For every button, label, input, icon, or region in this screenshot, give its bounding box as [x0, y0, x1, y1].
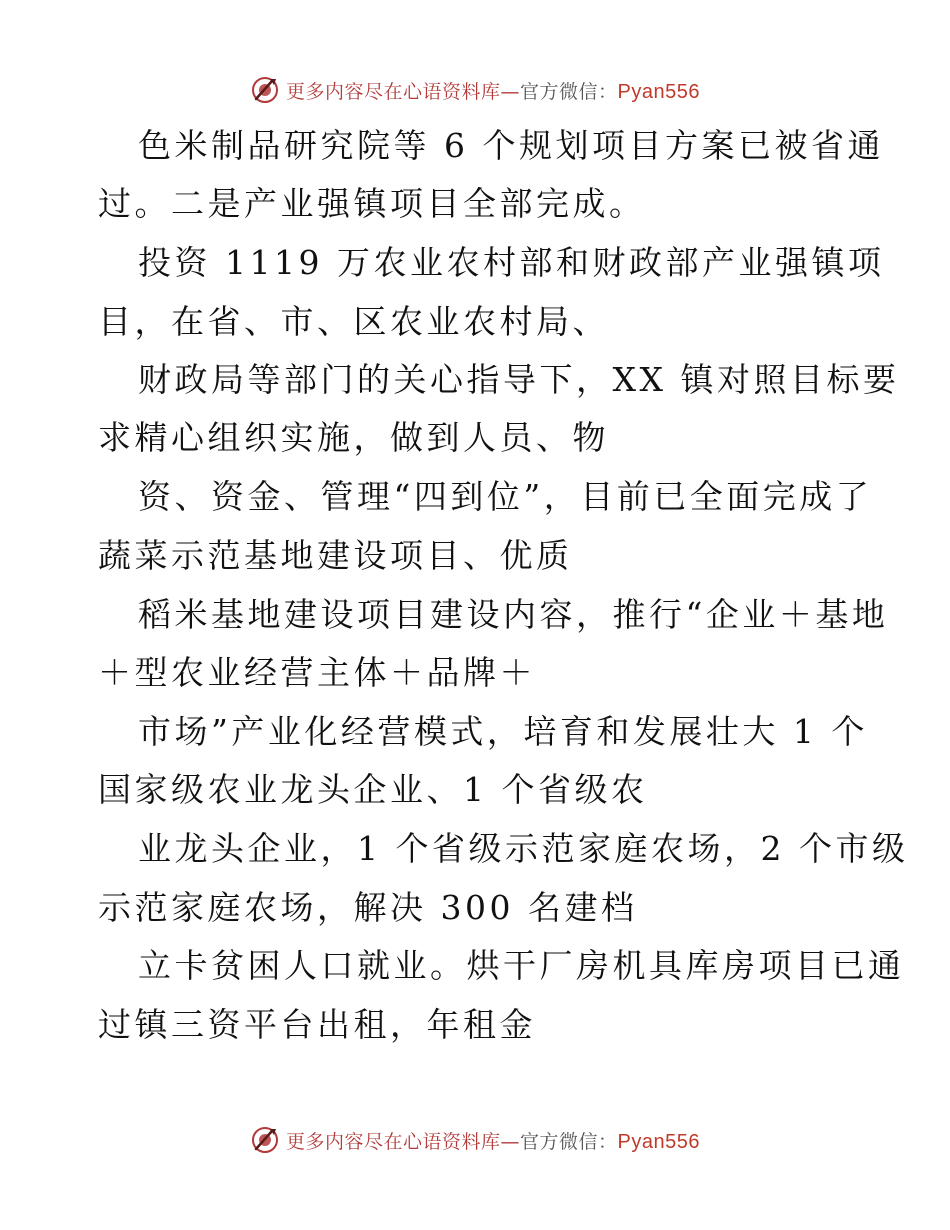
- watermark-logo-icon: [250, 1125, 280, 1155]
- text-line: 过。二是产业强镇项目全部完成。: [98, 184, 646, 223]
- watermark-title: 更多内容尽在心语资料库: [286, 80, 501, 103]
- text-line: 过镇三资平台出租，年租金: [98, 1005, 536, 1044]
- header-watermark: [0, 72, 950, 108]
- watermark-text: [286, 77, 700, 104]
- text-line: 财政局等部门的关心指导下，XX 镇对照目标要: [138, 360, 900, 399]
- text-line: ＋型农业经营主体＋品牌＋: [98, 653, 536, 692]
- watermark-dash: —: [500, 1130, 521, 1153]
- watermark-logo-icon: [250, 75, 280, 105]
- text-line: 色米制品研究院等 6 个规划项目方案已被省通: [138, 126, 884, 165]
- text-line: 稻米基地建设项目建设内容，推行“企业＋基地: [138, 595, 889, 634]
- watermark-wechat-id: Pyan556: [617, 80, 700, 103]
- text-line: 目，在省、市、区农业农村局、: [98, 302, 609, 341]
- watermark-official-label: 官方微信：: [520, 80, 618, 103]
- text-line: 蔬菜示范基地建设项目、优质: [98, 536, 573, 575]
- text-line: 国家级农业龙头企业、1 个省级农: [98, 770, 648, 809]
- text-line: 资、资金、管理“四到位”，目前已全面完成了: [138, 477, 873, 516]
- watermark-official-label: 官方微信：: [520, 1130, 618, 1153]
- text-line: 投资 1119 万农业农村部和财政部产业强镇项: [138, 243, 885, 282]
- text-line: 示范家庭农场，解决 300 名建档: [98, 888, 638, 927]
- text-line: 立卡贫困人口就业。烘干厂房机具库房项目已通: [138, 946, 905, 985]
- text-line: 业龙头企业，1 个省级示范家庭农场，2 个市级: [138, 829, 909, 868]
- watermark-wechat-id: Pyan556: [617, 1130, 700, 1153]
- watermark-title: 更多内容尽在心语资料库: [286, 1130, 501, 1153]
- watermark-dash: —: [500, 80, 521, 103]
- text-line: 市场”产业化经营模式，培育和发展壮大 1 个: [138, 712, 868, 751]
- text-line: 求精心组织实施，做到人员、物: [98, 418, 609, 457]
- watermark-text: [286, 1127, 700, 1154]
- footer-watermark: [0, 1122, 950, 1158]
